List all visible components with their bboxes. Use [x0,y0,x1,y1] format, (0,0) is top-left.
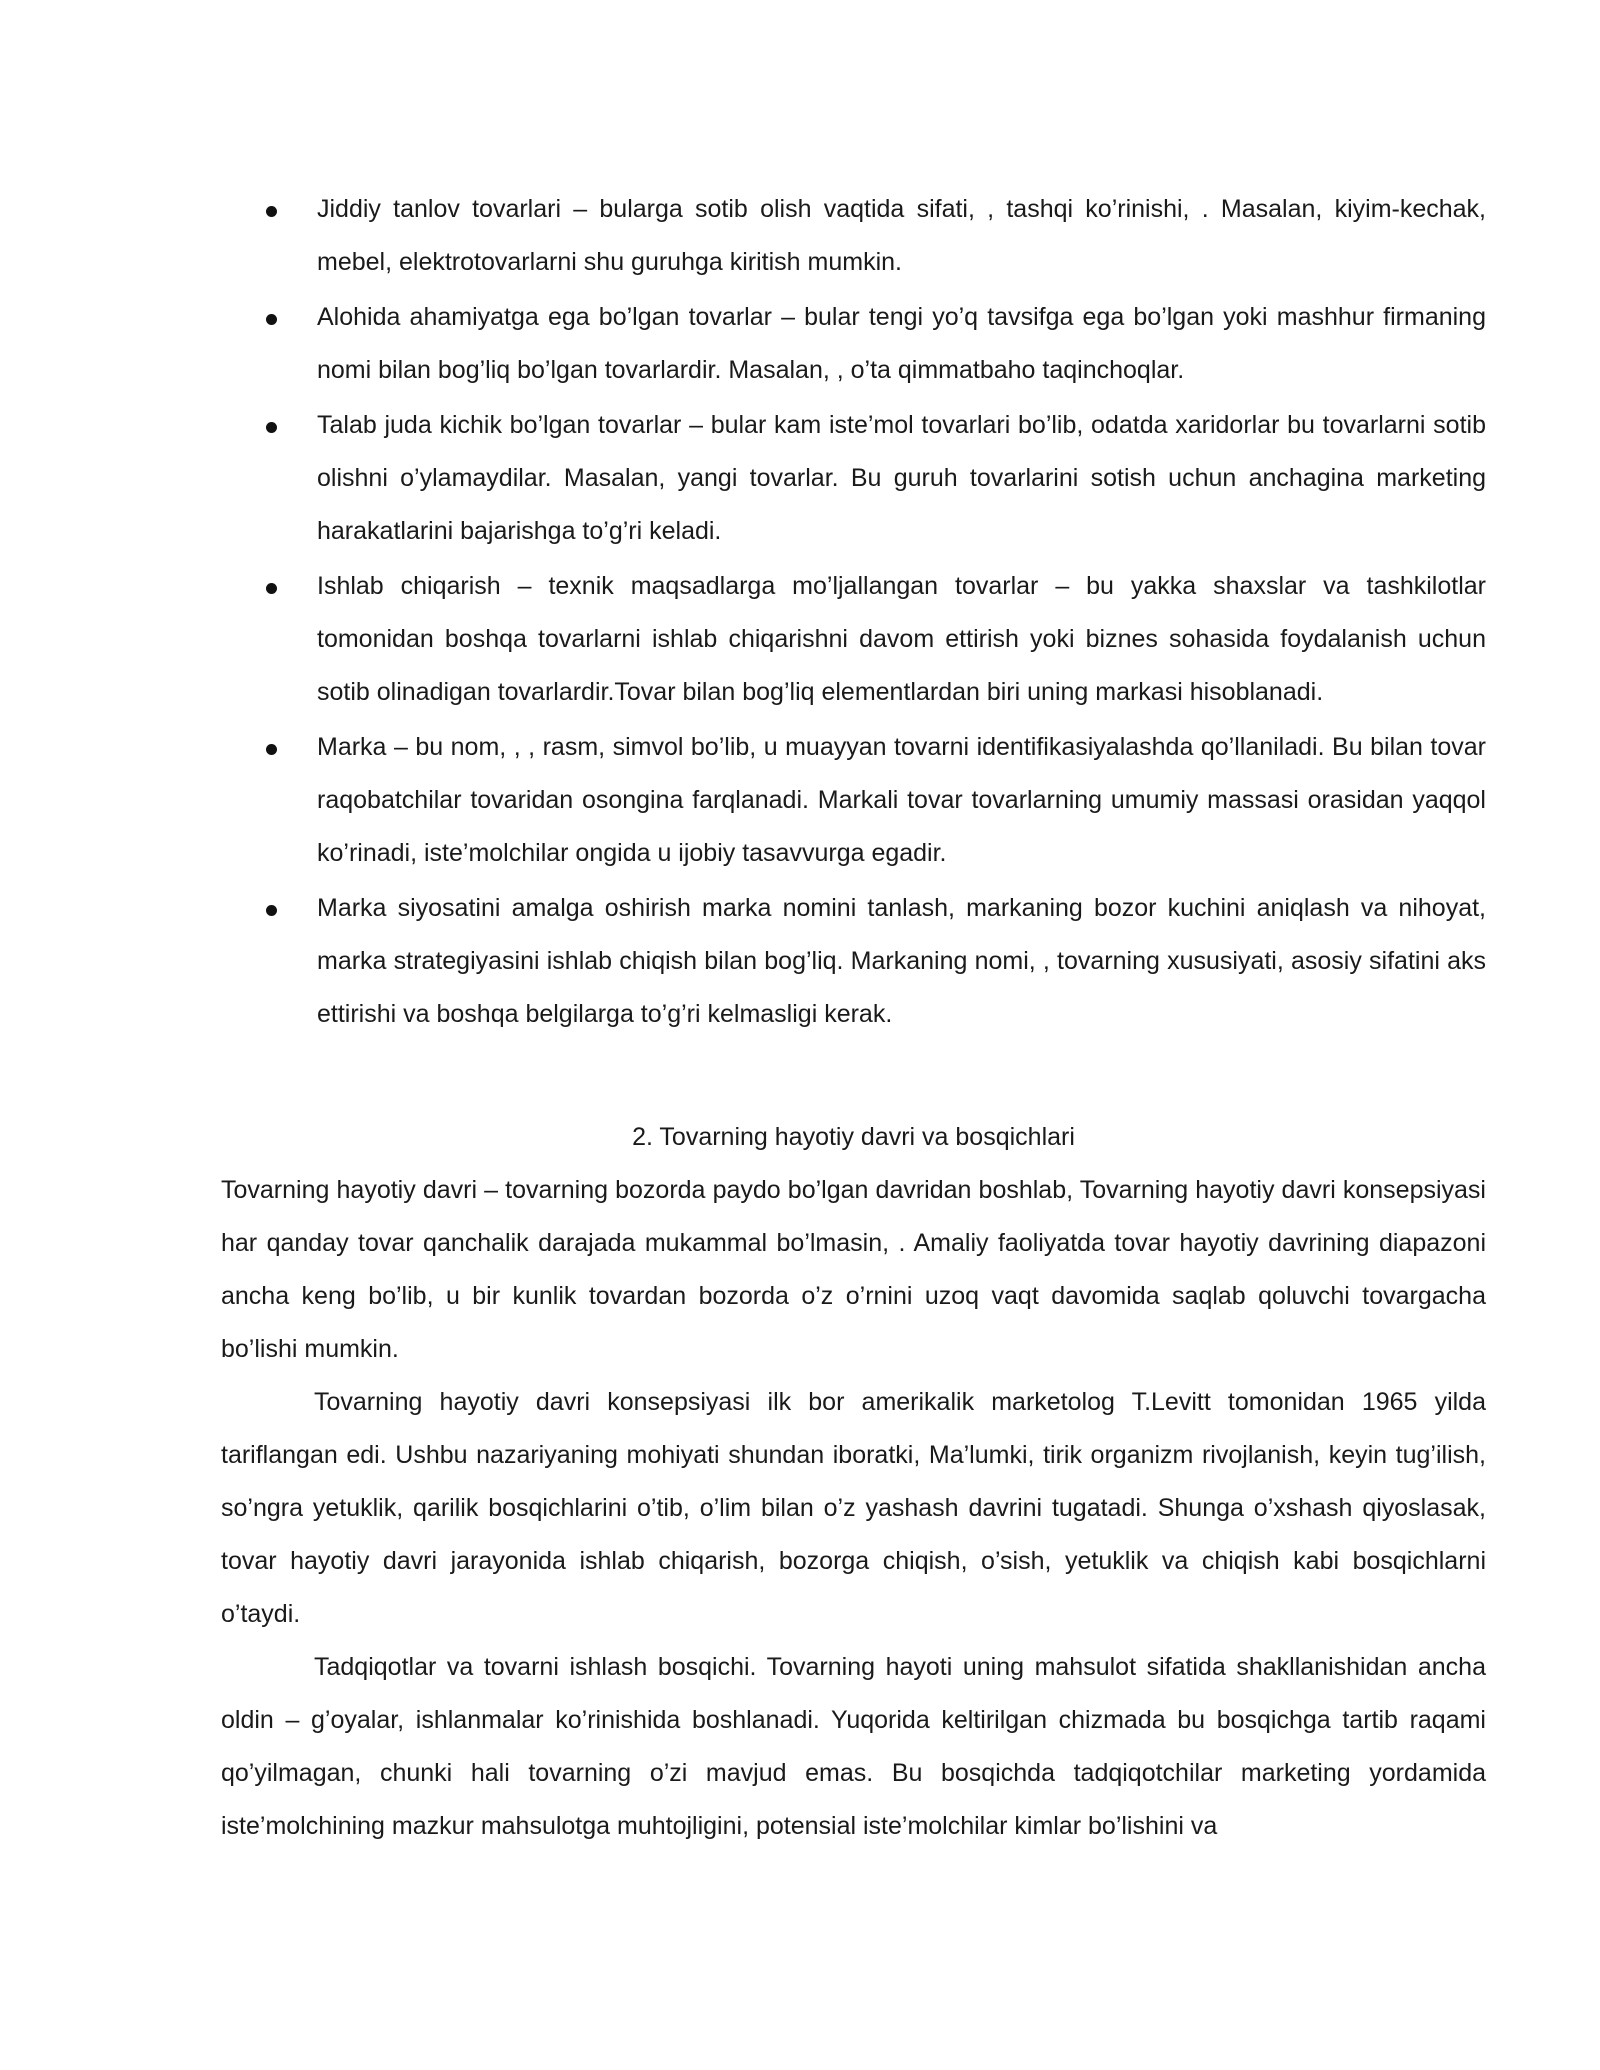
list-item-text: Talab juda kichik bo’lgan tovarlar – bular kam iste’mol tovarlari bo’lib, odatda xaridorlar bu tovarlarni sotib olishni o’ylamaydilar. Masalan, yangi tovarlar. Bu guruh tovarlarini sotish uchun anchagina marketing harakatlarini bajarishga to’g’ri keladi. [317,411,1486,545]
list-item [221,721,1486,880]
section-heading: 2. Tovarning hayotiy davri va bosqichlari [632,1123,1075,1151]
list-item-text: Ishlab chiqarish – texnik maqsadlarga mo’ljallangan tovarlar – bu yakka shaxslar va tashkilotlar tomonidan boshqa tovarlarni ishlab chiqarishni davom ettirish yoki biznes sohasida foydalanish uchun sotib olinadigan tovarlardir.Tovar bilan bog’liq elementlardan biri uning markasi hisoblanadi. [317,572,1486,706]
bullet-list [221,183,1486,1043]
list-item [221,399,1486,558]
bullet-icon [266,905,277,916]
list-item-text: Jiddiy tanlov tovarlari – bularga sotib olish vaqtida sifati, , tashqi ko’rinishi, . Masalan, kiyim-kechak, mebel, elektrotovarlarni shu guruhga kiritish mumkin. [317,195,1486,276]
bullet-icon [266,422,277,433]
paragraph: Tovarning hayotiy davri konsepsiyasi ilk bor amerikalik marketolog T.Levitt tomonidan 1965 yilda tariflangan edi. Ushbu nazariyaning mohiyati shundan iboratki, Ma’lumki, tirik organizm rivojlanish, keyin tug’ilish, so’ngra yetuklik, qarilik bosqichlarini o’tib, o’lim bilan o’z yashash davrini tugatadi. Shunga o’xshash qiyoslasak, tovar hayotiy davri jarayonida ishlab chiqarish, bozorga chiqish, o’sish, yetuklik va chiqish kabi bosqichlarni o’taydi. [221,1388,1486,1628]
list-item [221,560,1486,719]
bullet-icon [266,744,277,755]
bullet-icon [266,314,277,325]
list-item-text: Marka siyosatini amalga oshirish marka nomini tanlash, markaning bozor kuchini aniqlash va nihoyat, marka strategiyasini ishlab chiqish bilan bog’liq. Markaning nomi, , tovarning xususiyati, asosiy sifatini aks ettirishi va boshqa belgilarga to’g’ri kelmasligi kerak. [317,894,1486,1028]
section-body [221,1164,1486,1853]
list-item [221,882,1486,1041]
paragraph: Tadqiqotlar va tovarni ishlash bosqichi. Tovarning hayoti uning mahsulot sifatida shakllanishidan ancha oldin – g’oyalar, ishlanmalar ko’rinishida boshlanadi. Yuqorida keltirilgan chizmada bu bosqichga tartib raqami qo’yilmagan, chunki hali tovarning o’zi mavjud emas. Bu bosqichda tadqiqotchilar marketing yordamida iste’molchining mazkur mahsulotga muhtojligini, potensial iste’molchilar kimlar bo’lishini va [221,1653,1486,1840]
list-item-text: Alohida ahamiyatga ega bo’lgan tovarlar – bular tengi yo’q tavsifga ega bo’lgan yoki mashhur firmaning nomi bilan bog’liq bo’lgan tovarlardir. Masalan, , o’ta qimmatbaho taqinchoqlar. [317,303,1486,384]
list-item [221,291,1486,397]
bullet-icon [266,583,277,594]
list-item-text: Marka – bu nom, , , rasm, simvol bo’lib, u muayyan tovarni identifikasiyalashda qo’llaniladi. Bu bilan tovar raqobatchilar tovaridan osongina farqlanadi. Markali tovar tovarlarning umumiy massasi orasidan yaqqol ko’rinadi, iste’molchilar ongida u ijobiy tasavvurga egadir. [317,733,1486,867]
paragraph: Tovarning hayotiy davri – tovarning bozorda paydo bo’lgan davridan boshlab, Tovarning hayotiy davri konsepsiyasi har qanday tovar qanchalik darajada mukammal bo’lmasin, . Amaliy faoliyatda tovar hayotiy davrining diapazoni ancha keng bo’lib, u bir kunlik tovardan bozorda o’z o’rnini uzoq vaqt davomida saqlab qoluvchi tovargacha bo’lishi mumkin. [221,1176,1486,1363]
list-item [221,183,1486,289]
bullet-icon [266,206,277,217]
